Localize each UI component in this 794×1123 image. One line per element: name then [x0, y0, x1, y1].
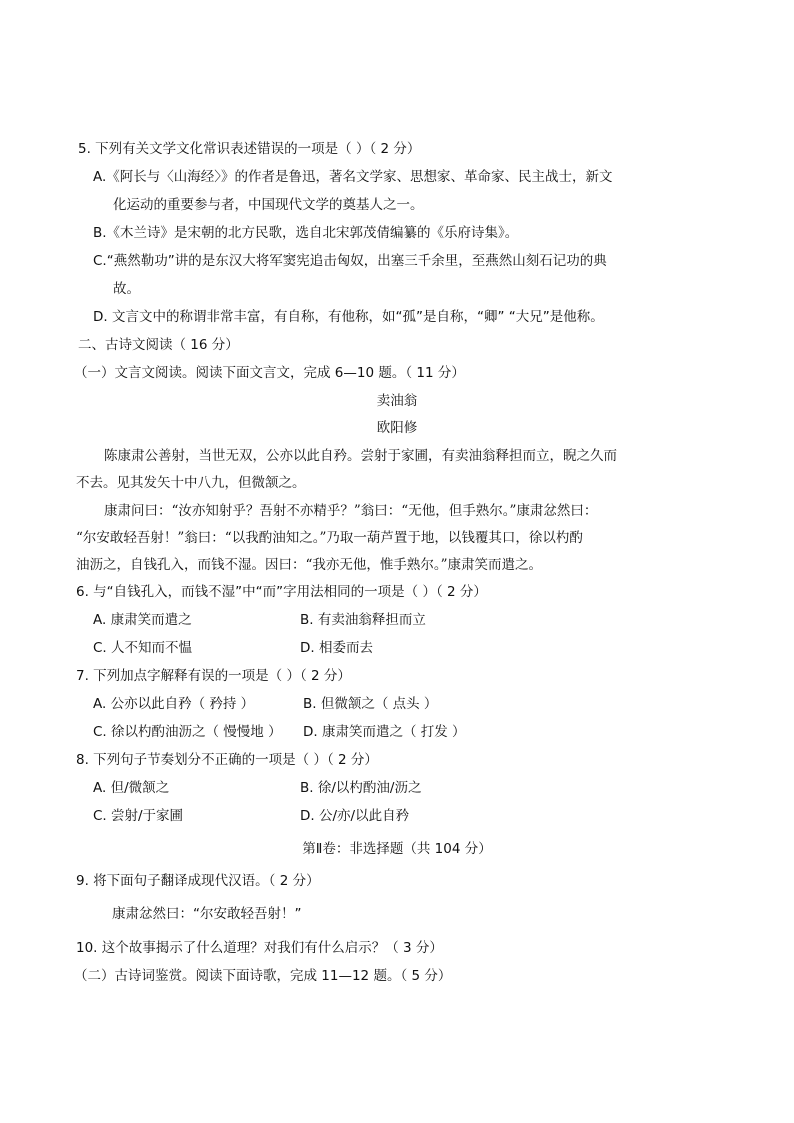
q5-option-c-line1: C.“燕然勒功”讲的是东汉大将军窦宪追击匈奴，出塞三千余里，至燕然山刻石记功的典: [93, 253, 607, 269]
q8-options-row2: [93, 806, 513, 826]
passage-para2-line1: 康肃问曰：“汝亦知射乎？吾射不亦精乎？”翁曰：“无他，但手熟尔。”康肃忿然曰：: [104, 503, 598, 519]
q7-option-a: A. 公亦以此自矜（ 矜持 ）: [93, 696, 255, 712]
q5-option-a-line1: A.《阿长与〈山海经〉》的作者是鲁迅，著名文学家、思想家、革命家、民主战士，新文: [93, 169, 613, 185]
q7-options-row2: [93, 722, 533, 742]
passage-para2-line2: “尔安敢轻吾射！”翁曰：“以我酌油知之。”乃取一葫芦置于地，以钱覆其口，徐以杓酌: [76, 530, 583, 546]
q8-options-row1: [93, 778, 513, 798]
q5-option-c-line2: 故。: [113, 281, 140, 297]
passage-title: 卖油翁: [376, 393, 418, 409]
part1-intro: （一）文言文阅读。阅读下面文言文，完成 6—10 题。（ 11 分）: [74, 365, 465, 381]
q6-options-row2: [93, 638, 513, 658]
q8-stem: 8. 下列句子节奏划分不正确的一项是（ ）（ 2 分）: [76, 752, 378, 768]
q7-option-c: C. 徐以杓酌油沥之（ 慢慢地 ）: [93, 724, 282, 740]
q6-option-d: D. 相委而去: [300, 640, 373, 656]
passage-author: 欧阳修: [376, 420, 418, 436]
q7-options-row1: [93, 694, 533, 714]
q9-sentence: 康肃忿然曰：“尔安敢轻吾射！”: [112, 906, 302, 922]
q6-option-a: A. 康肃笑而遣之: [93, 612, 192, 628]
q6-option-b: B. 有卖油翁释担而立: [300, 612, 426, 628]
q5-option-a-line2: 化运动的重要参与者，中国现代文学的奠基人之一。: [113, 197, 424, 213]
q8-option-b: B. 徐/以杓酌油/沥之: [300, 780, 422, 796]
q6-stem: 6. 与“自钱孔入，而钱不湿”中“而”字用法相同的一项是（ ）（ 2 分）: [76, 584, 487, 600]
q8-option-a: A. 但/微颔之: [93, 780, 170, 796]
q5-option-b: B.《木兰诗》是宋朝的北方民歌，选自北宋郭茂倩编纂的《乐府诗集》。: [93, 225, 519, 241]
q7-stem: 7. 下列加点字解释有误的一项是（ ）（ 2 分）: [76, 668, 351, 684]
q10-stem: 10. 这个故事揭示了什么道理？对我们有什么启示？（ 3 分）: [76, 940, 443, 956]
part2-intro: （二）古诗词鉴赏。阅读下面诗歌，完成 11—12 题。（ 5 分）: [74, 968, 452, 984]
q7-option-d: D. 康肃笑而遣之（ 打发 ）: [303, 724, 466, 740]
q6-option-c: C. 人不知而不愠: [93, 640, 193, 656]
part2-heading: 第Ⅱ卷：非选择题（共 104 分）: [302, 841, 492, 857]
q7-option-b: B. 但微颔之（ 点头 ）: [303, 696, 438, 712]
passage-para1-line2: 不去。见其发矢十中八九，但微颔之。: [76, 475, 306, 491]
section2-heading: 二、古诗文阅读（ 16 分）: [78, 337, 239, 353]
q8-option-d: D. 公/亦/以此自矜: [300, 808, 410, 824]
q9-stem: 9. 将下面句子翻译成现代汉语。（ 2 分）: [76, 873, 320, 889]
q6-options-row1: [93, 610, 513, 630]
q8-option-c: C. 尝射/于家圃: [93, 808, 184, 824]
passage-para1-line1: 陈康肃公善射，当世无双，公亦以此自矜。尝射于家圃，有卖油翁释担而立，睨之久而: [104, 448, 617, 464]
q5-option-d: D. 文言文中的称谓非常丰富，有自称，有他称，如“孤”是自称，“卿” “大兄”是他称。: [93, 309, 604, 325]
passage-para2-line3: 油沥之，自钱孔入，而钱不湿。因曰：“我亦无他，惟手熟尔。”康肃笑而遣之。: [76, 557, 543, 573]
q5-stem: 5. 下列有关文学文化常识表述错误的一项是（ ）（ 2 分）: [78, 141, 421, 157]
